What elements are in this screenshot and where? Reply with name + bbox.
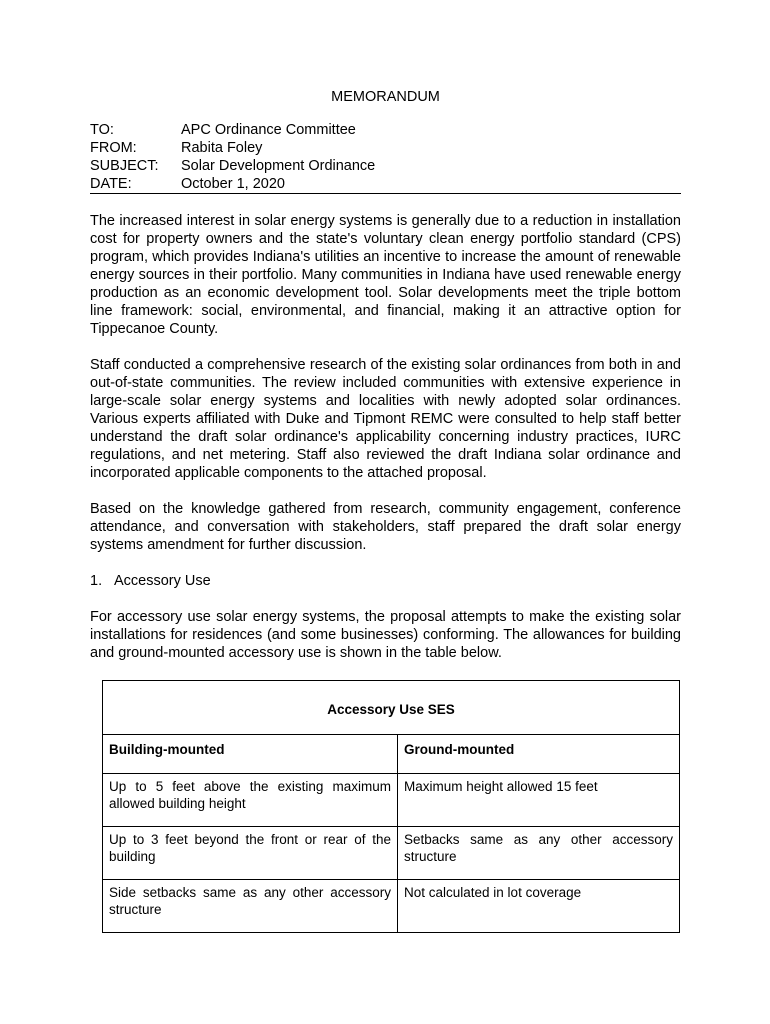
section-paragraph: For accessory use solar energy systems, the proposal attempts to make the existing solar installations for residences (and some businesses) conforming. The allowances for building and ground-mounted accessory use is shown in the table below. (90, 609, 681, 661)
column-header: Building-mounted (103, 735, 398, 774)
body-paragraph: The increased interest in solar energy systems is generally due to a reduction in installation cost for property owners and the state's voluntary clean energy portfolio standard (CPS) program, which provides Indiana's utilities an incentive to increase the amount of renewable energy sources in their portfolio. Many communities in Indiana have used renewable energy production as an economic development tool. Solar developments meet the triple bottom line framework: social, environmental, and financial, making it an attractive option for Tippecanoe County. (90, 213, 681, 337)
header-row-date (90, 175, 681, 193)
header-label: DATE: (90, 176, 132, 192)
memo-page (90, 88, 681, 933)
table-cell: Side setbacks same as any other accessory structure (103, 880, 398, 933)
header-label: TO: (90, 122, 114, 138)
section-heading (90, 572, 681, 590)
body-paragraph: Based on the knowledge gathered from research, community engagement, conference attendance, and conversation with stakeholders, staff prepared the draft solar energy systems amendment for further discussion. (90, 501, 681, 553)
table-cell: Up to 5 feet above the existing maximum allowed building height (103, 774, 398, 827)
section-title: Accessory Use (114, 573, 211, 589)
memo-header (90, 121, 681, 194)
header-value: APC Ordinance Committee (181, 122, 356, 138)
table-cell: Setbacks same as any other accessory structure (398, 827, 680, 880)
header-value: Solar Development Ordinance (181, 158, 376, 174)
header-row-from (90, 139, 681, 157)
table-row (103, 827, 680, 880)
table-cell: Maximum height allowed 15 feet (398, 774, 680, 827)
accessory-use-table (102, 680, 680, 933)
header-value: October 1, 2020 (181, 176, 285, 192)
table-title: Accessory Use SES (103, 681, 680, 735)
section-number: 1. (90, 573, 103, 589)
header-row-subject (90, 157, 681, 175)
table-row (103, 774, 680, 827)
column-header: Ground-mounted (398, 735, 680, 774)
table-cell: Not calculated in lot coverage (398, 880, 680, 933)
table-row (103, 880, 680, 933)
body-paragraph: Staff conducted a comprehensive research of the existing solar ordinances from both in and out-of-state communities. The review included communities with extensive experience in large-scale solar energy systems and localities with newly adopted solar ordinances. Various experts affiliated with Duke and Tipmont REMC were consulted to help staff better understand the draft solar ordinance's applicability concerning industry practices, IURC regulations, and net metering. Staff also reviewed the draft Indiana solar ordinance and incorporated applicable components to the attached proposal. (90, 357, 681, 481)
table-header-row (103, 735, 680, 774)
header-label: FROM: (90, 140, 137, 156)
table-cell: Up to 3 feet beyond the front or rear of the building (103, 827, 398, 880)
header-value: Rabita Foley (181, 140, 263, 156)
header-row-to (90, 121, 681, 139)
header-label: SUBJECT: (90, 158, 159, 174)
memo-title: MEMORANDUM (331, 89, 440, 105)
